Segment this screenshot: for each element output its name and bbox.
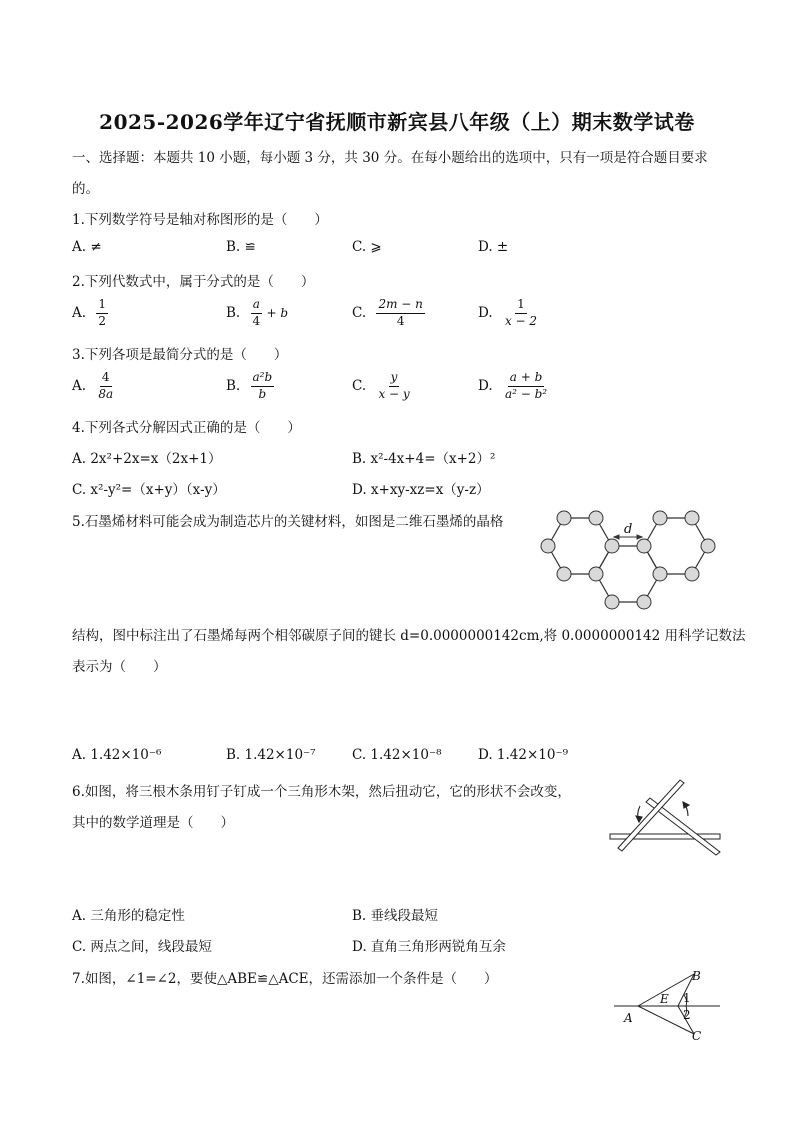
q6-option-a[interactable]: A. 三角形的稳定性: [72, 908, 185, 924]
denominator: 2: [98, 313, 106, 328]
q5-option-b[interactable]: B. 1.42×10⁻⁷: [226, 747, 316, 763]
denominator: 4: [252, 313, 261, 328]
atom: [637, 539, 651, 553]
q3-stem: 3.下列各项是最简分式的是（ ）: [72, 347, 288, 363]
q2-option-d[interactable]: [478, 298, 539, 329]
denominator: x − 2: [504, 313, 538, 328]
label-b: B: [692, 969, 701, 983]
q1-option-b[interactable]: B. ≌: [226, 239, 256, 255]
atom: [653, 511, 667, 525]
q1-option-a[interactable]: A. ≠: [72, 239, 102, 255]
q2-option-c-label: C.: [352, 304, 367, 321]
q1-option-d[interactable]: D. ±: [478, 239, 509, 255]
denominator: 8a: [98, 386, 114, 401]
label-a: A: [624, 1011, 633, 1025]
label-c: C: [692, 1029, 702, 1043]
numerator: y: [389, 371, 400, 387]
q3-option-c-label: C.: [352, 377, 367, 394]
wooden-bars: [610, 780, 720, 855]
q6-stem-line1: 6.如图，将三根木条用钉子钉成一个三角形木架，然后扭动它，它的形状不会改变，: [72, 784, 571, 800]
q5-option-d[interactable]: D. 1.42×10⁻⁹: [478, 747, 569, 763]
numerator: 1: [515, 298, 527, 314]
denominator: 4: [396, 313, 405, 328]
q2-option-d-fraction: [503, 298, 539, 329]
label-e: E: [660, 992, 669, 1006]
denominator: x − y: [378, 386, 410, 401]
atom: [605, 595, 619, 609]
q3-option-b-fraction: [251, 371, 275, 402]
q2-option-b-fraction: [251, 298, 263, 329]
q2-stem: 2.下列代数式中，属于分式的是（ ）: [72, 274, 315, 290]
q3-option-c[interactable]: [352, 371, 412, 402]
atom: [637, 595, 651, 609]
q2-option-a-fraction: [96, 298, 108, 329]
q2-option-d-label: D.: [478, 304, 493, 321]
q3-option-a[interactable]: [72, 371, 115, 402]
q6-option-b[interactable]: B. 垂线段最短: [352, 908, 439, 924]
atom: [685, 567, 699, 581]
q4-stem: 4.下列各式分解因式正确的是（ ）: [72, 420, 301, 436]
q4-option-b[interactable]: B. x²-4x+4=（x+2）²: [352, 451, 496, 467]
atom: [589, 567, 603, 581]
q2-option-c-fraction: [376, 298, 424, 329]
bond-length-label: d: [624, 522, 633, 537]
q3-option-a-label: A.: [72, 377, 87, 394]
angle-1-label: 1: [683, 991, 691, 1005]
numerator: a + b: [508, 371, 545, 387]
q5-stem-line1: 5.石墨烯材料可能会成为制造芯片的关键材料，如图是二维石墨烯的晶格: [72, 514, 504, 530]
q1-stem: 1.下列数学符号是轴对称图形的是（ ）: [72, 212, 328, 228]
numerator: 2m − n: [376, 298, 424, 314]
q6-option-c[interactable]: C. 两点之间，线段最短: [72, 939, 212, 955]
q4-option-a[interactable]: A. 2x²+2x=x（2x+1）: [72, 451, 222, 467]
angle-2-label: 2: [683, 1008, 691, 1022]
q3-option-c-fraction: [376, 371, 411, 402]
atom: [653, 567, 667, 581]
numerator: 1: [96, 298, 108, 314]
q4-option-d[interactable]: D. x+xy-xz=x（y-z）: [352, 482, 490, 498]
q2-option-a-label: A.: [72, 304, 87, 321]
section-heading-line1: 一、选择题：本题共 10 小题，每小题 3 分，共 30 分。在每小题给出的选项中，只有一项是符合题目要求: [72, 150, 708, 166]
congruent-triangles-figure: [614, 964, 724, 1044]
q2-option-b-tail: + b: [266, 305, 289, 320]
denominator: a² − b²: [504, 386, 548, 401]
q3-option-b[interactable]: [226, 371, 274, 402]
atom: [701, 539, 715, 553]
q3-option-d-label: D.: [478, 377, 493, 394]
triangle-frame-figure: [608, 776, 723, 856]
q1-option-c[interactable]: C. ⩾: [352, 239, 382, 255]
atom: [589, 511, 603, 525]
left-bar: [618, 780, 684, 851]
q5-option-a[interactable]: A. 1.42×10⁻⁶: [72, 747, 162, 763]
q2-option-a[interactable]: [72, 298, 108, 329]
q3-option-d[interactable]: [478, 371, 549, 402]
q5-stem-line2: 结构，图中标注出了石墨烯每两个相邻碳原子间的键长 d=0.0000000142cm,将 0.0000000142 用科学记数法: [72, 628, 746, 644]
atom: [685, 511, 699, 525]
q2-option-c[interactable]: [352, 298, 425, 329]
denominator: b: [258, 386, 267, 401]
atom: [557, 511, 571, 525]
atom: [541, 539, 555, 553]
q4-option-c[interactable]: C. x²-y²=（x+y）（x-y）: [72, 482, 226, 498]
q2-option-b-label: B.: [226, 304, 241, 321]
q6-stem-line2: 其中的数学道理是（ ）: [72, 815, 234, 831]
q5-option-c[interactable]: C. 1.42×10⁻⁸: [352, 747, 442, 763]
graphene-lattice-figure: [536, 506, 726, 616]
q3-option-d-fraction: [503, 371, 549, 402]
exam-title: 2025-2026学年辽宁省抚顺市新宾县八年级（上）期末数学试卷: [99, 110, 695, 134]
q6-option-d[interactable]: D. 直角三角形两锐角互余: [352, 939, 506, 955]
q5-stem-line3: 表示为（ ）: [72, 659, 167, 675]
atom: [557, 567, 571, 581]
numerator: 4: [100, 371, 112, 387]
q3-option-a-fraction: [96, 371, 115, 402]
numerator: a²b: [251, 371, 275, 387]
q7-stem: 7.如图，∠1=∠2，要使△ABE≌△ACE，还需添加一个条件是（ ）: [72, 971, 498, 987]
atom: [605, 539, 619, 553]
numerator: a: [251, 298, 262, 314]
q3-option-b-label: B.: [226, 377, 241, 394]
section-heading-line2: 的。: [72, 181, 99, 197]
q2-option-b[interactable]: [226, 298, 288, 329]
